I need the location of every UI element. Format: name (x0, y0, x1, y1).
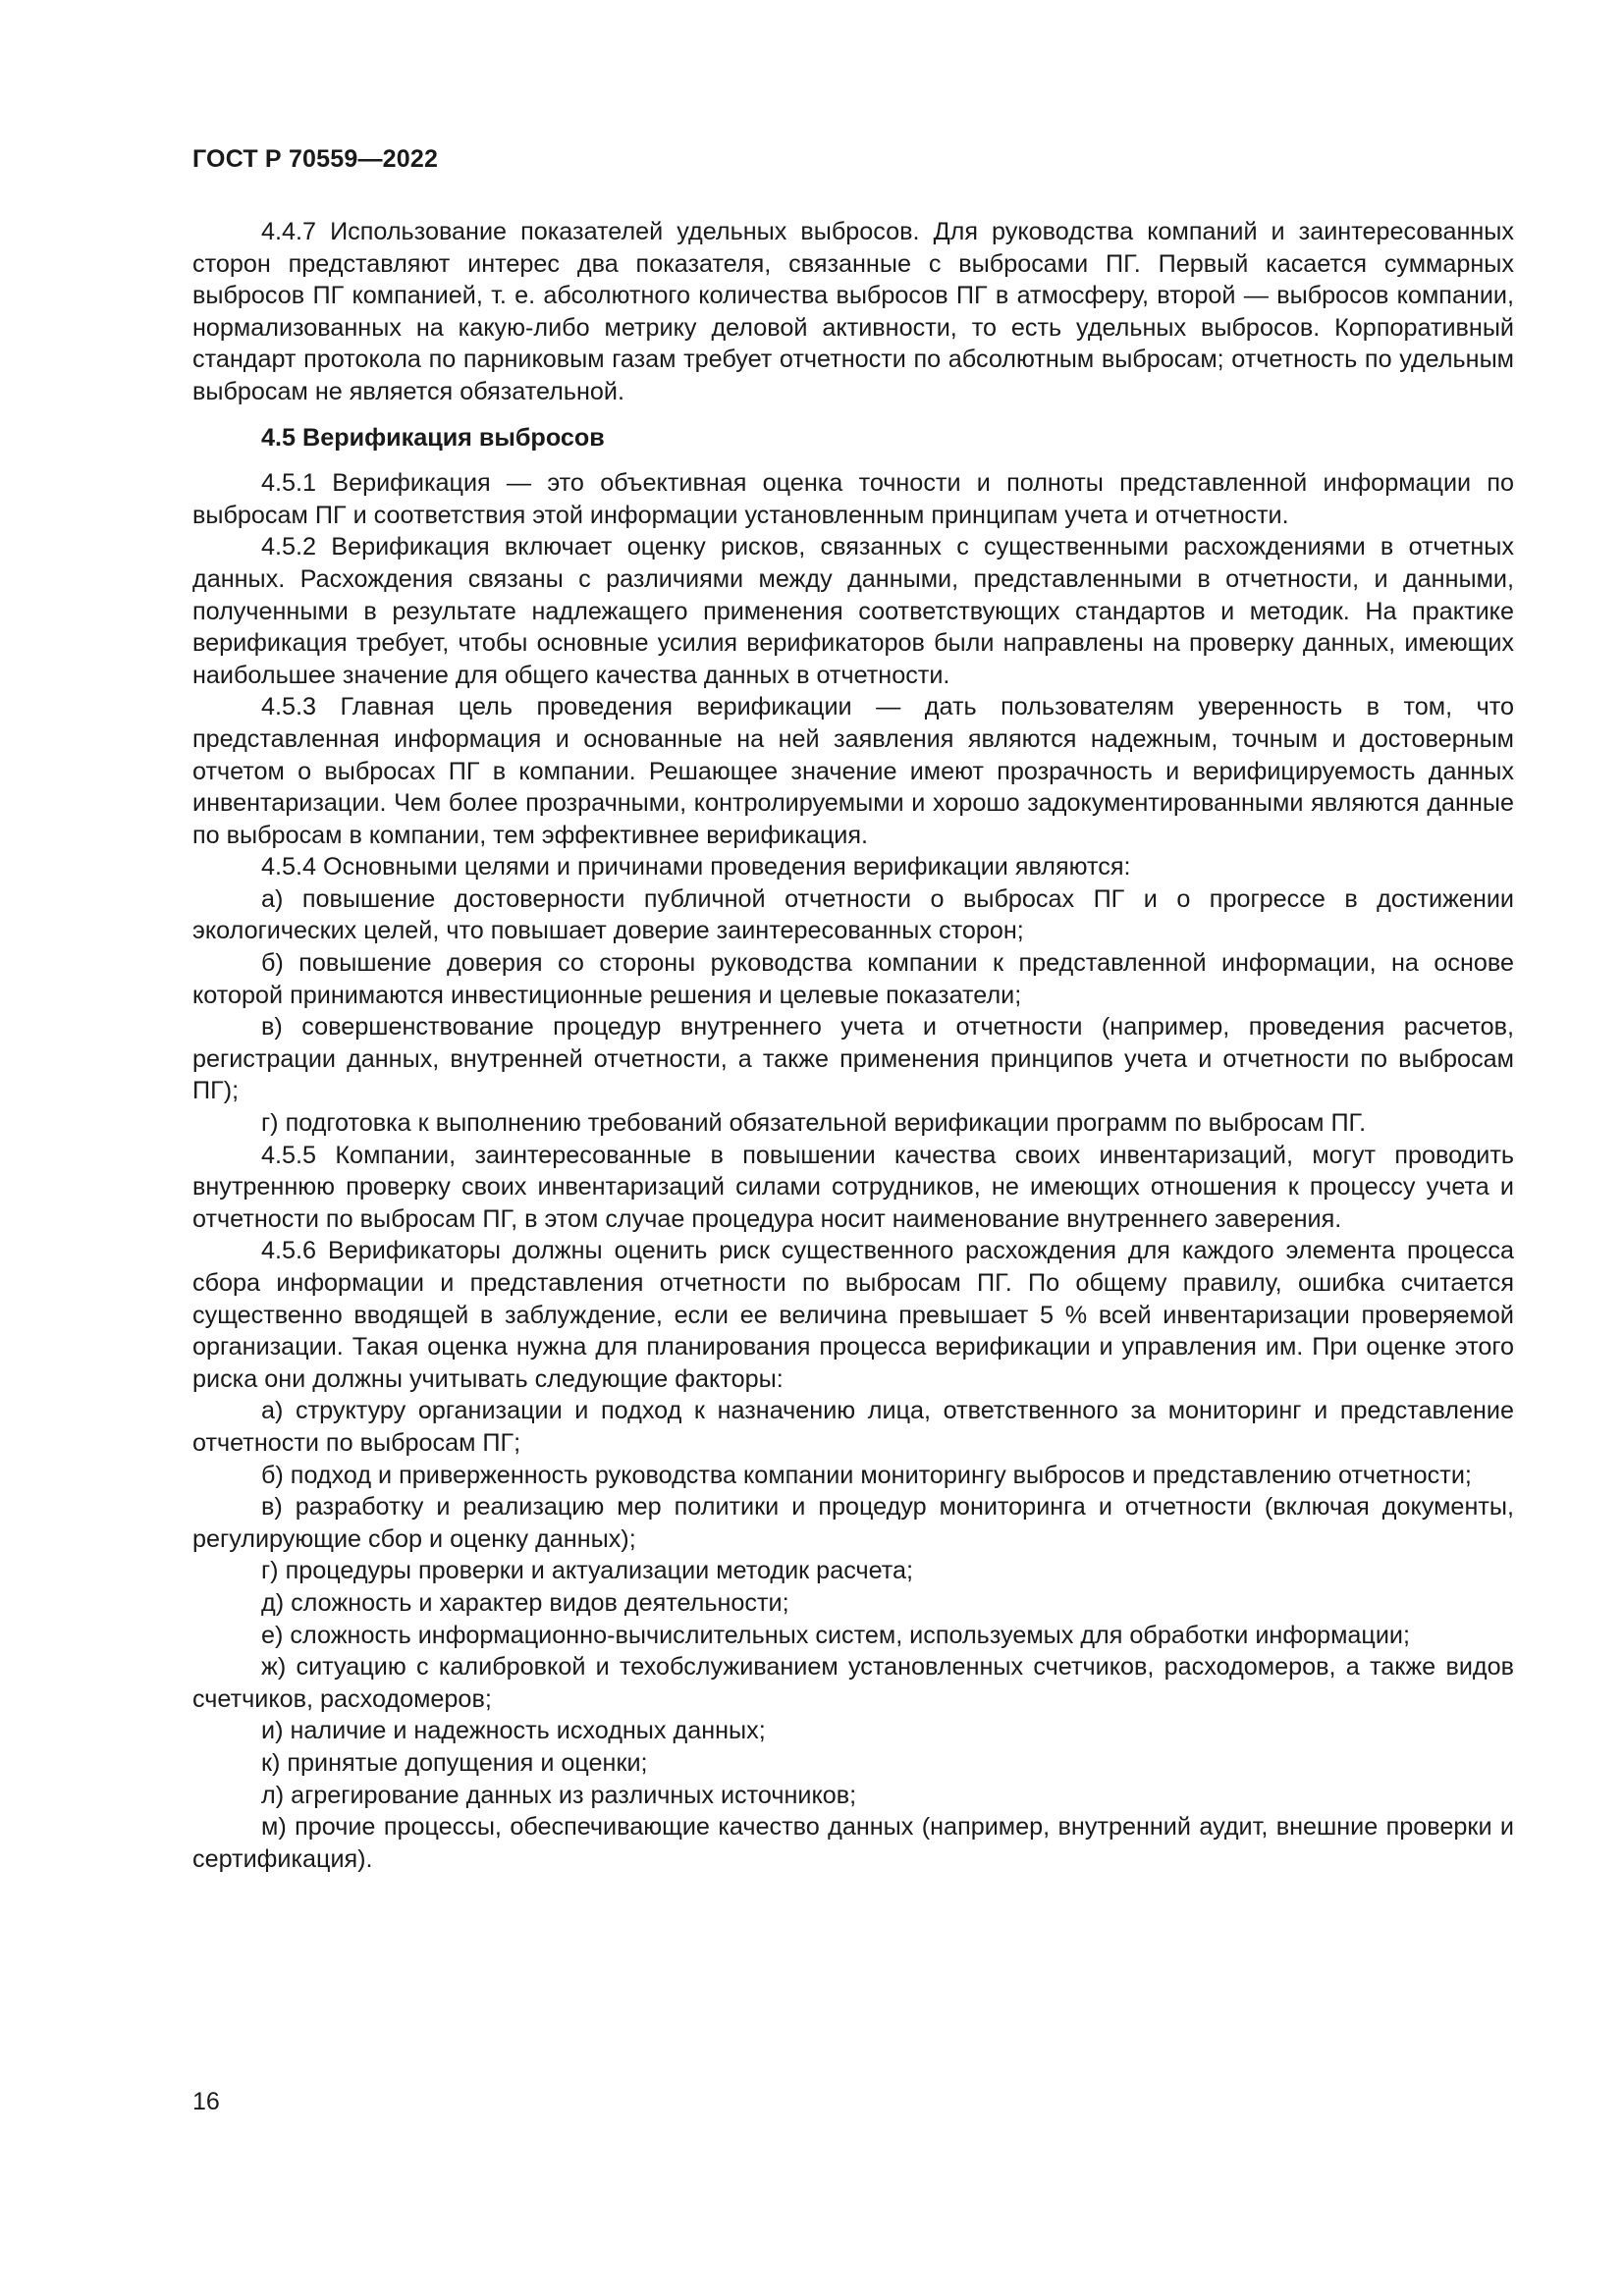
paragraph-4-5-2: 4.5.2 Верификация включает оценку рисков, связанных с существенными расхождениями в отчетных данных. Расхождения связаны с различиями между данными, представленными в отчетности, и данными, полученными в результате надлежащего применения соответствующих стандартов и методик. На практике верификация требует, чтобы основные усилия верификаторов были направлены на проверку данных, имеющих наибольшее значение для общего качества данных в отчетности. (192, 533, 1514, 689)
list-item-4-5-4-a: а) повышение достоверности публичной отчетности о выбросах ПГ и о прогрессе в достижении экологических целей, что повышает доверие заинтересованных сторон; (192, 884, 1514, 945)
list-item-4-5-4-g: г) подготовка к выполнению требований обязательной верификации программ по выбросам ПГ. (261, 1109, 1367, 1138)
document-header: ГОСТ Р 70559—2022 (192, 145, 439, 173)
list-item-4-5-4-v: в) совершенствование процедур внутреннего учета и отчетности (например, проведения расчетов, регистрации данных, внутренней отчетности, а также применения принципов учета и отчетности по выбросам ПГ); (192, 1013, 1514, 1105)
paragraph-4-5-3: 4.5.3 Главная цель проведения верификации — дать пользователям уверенность в том, что представленная информация и основанные на ней заявления являются надежным, точным и достоверным отчетом о выбросах ПГ в компании. Решающее значение имеют прозрачность и верифицируемость данных инвентаризации. Чем более прозрачными, контролируемыми и хорошо задокументированными являются данные по выбросам в компании, тем эффективнее верификация. (192, 693, 1514, 849)
list-item-4-5-6-k: к) принятые допущения и оценки; (261, 1748, 648, 1777)
paragraph-4-5-6: 4.5.6 Верификаторы должны оценить риск существенного расхождения для каждого элемента процесса сбора информации и представления отчетности по выбросам ПГ. По общему правилу, ошибка считается существенно вводящей в заблуждение, если ее величина превышает 5 % всей инвентаризации проверяемой организации. Такая оценка нужна для планирования процесса верификации и управления им. При оценке этого риска они должны учитывать следующие факторы: (192, 1237, 1514, 1393)
paragraph-4-5-4: 4.5.4 Основными целями и причинами проведения верификации являются: (261, 853, 1131, 881)
page-number: 16 (192, 2088, 220, 2115)
list-item-4-5-6-i: и) наличие и надежность исходных данных; (261, 1717, 766, 1745)
list-item-4-5-6-a: а) структуру организации и подход к назначению лица, ответственного за мониторинг и представление отчетности по выбросам ПГ; (192, 1397, 1514, 1457)
section-title-4-5: 4.5 Верификация выбросов (261, 423, 605, 452)
page-content (192, 216, 1514, 1875)
list-item-4-5-6-l: л) агрегирование данных из различных источников; (261, 1781, 857, 1809)
list-item-4-5-6-b: б) подход и приверженность руководства компании мониторингу выбросов и представлению отчетности; (261, 1461, 1472, 1489)
list-item-4-5-6-v: в) разработку и реализацию мер политики и процедур мониторинга и отчетности (включая документы, регулирующие сбор и оценку данных); (192, 1493, 1514, 1553)
paragraph-4-5-5: 4.5.5 Компании, заинтересованные в повышении качества своих инвентаризаций, могут проводить внутреннюю проверку своих инвентаризаций силами сотрудников, не имеющих отношения к процессу учета и отчетности по выбросам ПГ, в этом случае процедура носит наименование внутреннего заверения. (192, 1141, 1514, 1233)
list-item-4-5-6-zh: ж) ситуацию с калибровкой и техобслуживанием установленных счетчиков, расходомеров, а также видов счетчиков, расходомеров; (192, 1653, 1514, 1713)
paragraph-4-5-1: 4.5.1 Верификация — это объективная оценка точности и полноты представленной информации по выбросам ПГ и соответствия этой информации установленным принципам учета и отчетности. (192, 469, 1514, 529)
paragraph-4-4-7: 4.4.7 Использование показателей удельных выбросов. Для руководства компаний и заинтересованных сторон представляют интерес два показателя, связанные с выбросами ПГ. Первый касается суммарных выбросов ПГ компанией, т. е. абсолютного количества выбросов ПГ в атмосферу, второй — выбросов компании, нормализованных на какую-либо метрику деловой активности, то есть удельных выбросов. Корпоративный стандарт протокола по парниковым газам требует отчетности по абсолютным выбросам; отчетность по удельным выбросам не является обязательной. (192, 218, 1514, 405)
list-item-4-5-6-d: д) сложность и характер видов деятельности; (261, 1588, 789, 1617)
list-item-4-5-4-b: б) повышение доверия со стороны руководства компании к представленной информации, на основе которой принимаются инвестиционные решения и целевые показатели; (192, 949, 1514, 1009)
list-item-4-5-6-m: м) прочие процессы, обеспечивающие качество данных (например, внутренний аудит, внешние проверки и сертификация). (192, 1813, 1514, 1873)
list-item-4-5-6-g: г) процедуры проверки и актуализации методик расчета; (261, 1557, 914, 1585)
list-item-4-5-6-e: е) сложность информационно-вычислительных систем, используемых для обработки информации; (261, 1621, 1410, 1649)
